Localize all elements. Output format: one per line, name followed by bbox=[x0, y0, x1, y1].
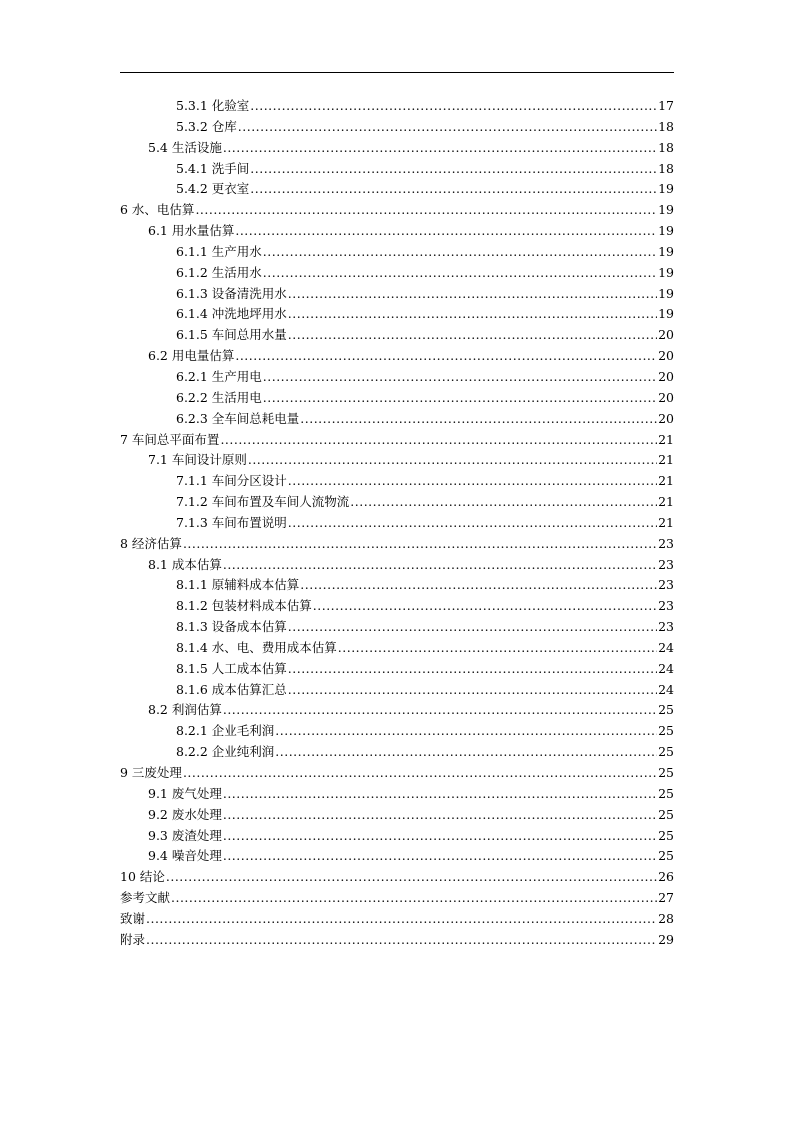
toc-entry[interactable] bbox=[120, 346, 674, 367]
toc-entry-title: 9.4 噪音处理 bbox=[148, 848, 222, 864]
toc-dot-leader bbox=[238, 117, 657, 138]
toc-dot-leader bbox=[223, 700, 657, 721]
toc-dot-leader bbox=[146, 930, 657, 951]
toc-entry[interactable] bbox=[120, 242, 674, 263]
toc-page-number: 25 bbox=[658, 744, 674, 760]
toc-entry[interactable] bbox=[120, 555, 674, 576]
toc-entry-title: 8 经济估算 bbox=[120, 535, 182, 551]
toc-page-number: 25 bbox=[658, 806, 674, 822]
toc-dot-leader bbox=[263, 263, 657, 284]
toc-page-number: 25 bbox=[658, 785, 674, 801]
toc-page-number: 23 bbox=[658, 619, 674, 635]
toc-entry-title: 8.2.1 企业毛利润 bbox=[176, 723, 275, 739]
toc-page-number: 24 bbox=[658, 639, 674, 655]
toc-entry[interactable] bbox=[120, 700, 674, 721]
toc-entry[interactable] bbox=[120, 367, 674, 388]
toc-entry-title: 9 三废处理 bbox=[120, 765, 182, 780]
toc-entry[interactable] bbox=[120, 430, 674, 451]
toc-entry[interactable] bbox=[120, 826, 674, 847]
toc-entry-title: 参考文献 bbox=[120, 890, 171, 906]
toc-entry-title: 9.3 废渣处理 bbox=[148, 827, 222, 843]
toc-entry[interactable] bbox=[120, 513, 674, 534]
toc-entry[interactable] bbox=[120, 930, 674, 951]
toc-dot-leader bbox=[300, 409, 657, 430]
toc-page-number: 19 bbox=[658, 181, 674, 197]
toc-page-number: 18 bbox=[658, 118, 674, 134]
toc-entry-title: 8.1.3 设备成本估算 bbox=[176, 619, 287, 635]
toc-dot-leader bbox=[275, 721, 657, 742]
toc-dot-leader bbox=[288, 284, 657, 305]
toc-entry-title: 5.3.2 仓库 bbox=[176, 118, 237, 134]
toc-entry[interactable] bbox=[120, 96, 674, 117]
toc-entry-title: 5.3.1 化验室 bbox=[176, 98, 250, 113]
toc-page-number: 29 bbox=[658, 931, 674, 947]
toc-page-number: 19 bbox=[658, 285, 674, 301]
toc-page-number: 20 bbox=[658, 368, 674, 384]
toc-entry-title: 6.1.5 车间总用水量 bbox=[176, 327, 287, 343]
toc-page-number: 20 bbox=[658, 327, 674, 343]
toc-dot-leader bbox=[250, 96, 657, 117]
toc-page-number: 23 bbox=[658, 598, 674, 614]
toc-entry-title: 7.1.2 车间布置及车间人流物流 bbox=[176, 494, 350, 510]
toc-entry-title: 6.1 用水量估算 bbox=[148, 223, 235, 239]
toc-entry[interactable] bbox=[120, 221, 674, 242]
toc-dot-leader bbox=[223, 555, 657, 576]
toc-entry-title: 7.1.1 车间分区设计 bbox=[176, 473, 287, 489]
toc-page-number: 26 bbox=[658, 869, 674, 885]
toc-entry-title: 8.1 成本估算 bbox=[148, 556, 222, 572]
toc-entry[interactable] bbox=[120, 409, 674, 430]
toc-dot-leader bbox=[223, 784, 657, 805]
header-rule bbox=[120, 72, 674, 73]
toc-entry[interactable] bbox=[120, 888, 674, 909]
toc-entry-title: 6.1.2 生活用水 bbox=[176, 264, 262, 280]
toc-entry-title: 6.2.3 全车间总耗电量 bbox=[176, 410, 300, 426]
toc-entry-title: 7.1.3 车间布置说明 bbox=[176, 514, 287, 530]
toc-page-number: 24 bbox=[658, 660, 674, 676]
toc-page-number: 23 bbox=[658, 535, 674, 551]
toc-dot-leader bbox=[288, 304, 657, 325]
toc-entry-title: 9.1 废气处理 bbox=[148, 785, 222, 801]
toc-entry[interactable] bbox=[120, 784, 674, 805]
toc-dot-leader bbox=[288, 659, 657, 680]
toc-entry-title: 附录 bbox=[120, 931, 146, 947]
toc-dot-leader bbox=[288, 325, 657, 346]
toc-entry[interactable] bbox=[120, 284, 674, 305]
toc-entry[interactable] bbox=[120, 200, 674, 221]
toc-entry-title: 致谢 bbox=[120, 910, 146, 926]
toc-entry-title: 10 结论 bbox=[120, 869, 165, 885]
toc-entry[interactable] bbox=[120, 179, 674, 200]
toc-page-number: 25 bbox=[658, 723, 674, 739]
toc-dot-leader bbox=[195, 200, 657, 221]
toc-page-number: 18 bbox=[658, 160, 674, 176]
toc-entry[interactable] bbox=[120, 450, 674, 471]
toc-entry[interactable] bbox=[120, 263, 674, 284]
toc-entry-title: 6.2.1 生产用电 bbox=[176, 368, 262, 384]
toc-entry[interactable] bbox=[120, 117, 674, 138]
toc-page-number: 25 bbox=[658, 848, 674, 864]
toc-page-number: 23 bbox=[658, 556, 674, 572]
toc-entry-title: 8.1.5 人工成本估算 bbox=[176, 660, 287, 676]
toc-dot-leader bbox=[288, 617, 657, 638]
toc-entry-title: 6.2 用电量估算 bbox=[148, 348, 235, 364]
toc-page-number: 24 bbox=[658, 681, 674, 697]
toc-dot-leader bbox=[183, 763, 657, 784]
toc-dot-leader bbox=[263, 367, 657, 388]
toc-entry-title: 7 车间总平面布置 bbox=[120, 431, 220, 447]
toc-entry[interactable] bbox=[120, 680, 674, 701]
toc-entry[interactable] bbox=[120, 304, 674, 325]
toc-dot-leader bbox=[313, 596, 657, 617]
toc-page-number: 19 bbox=[658, 264, 674, 280]
toc-dot-leader bbox=[263, 242, 657, 263]
toc-dot-leader bbox=[288, 680, 657, 701]
toc-page-number: 21 bbox=[658, 514, 674, 530]
toc-entry[interactable] bbox=[120, 138, 674, 159]
toc-dot-leader bbox=[223, 846, 657, 867]
toc-page-number: 25 bbox=[658, 702, 674, 718]
toc-dot-leader bbox=[248, 450, 657, 471]
toc-entry[interactable] bbox=[120, 867, 674, 888]
toc-dot-leader bbox=[250, 159, 657, 180]
toc-entry-title: 5.4 生活设施 bbox=[148, 139, 222, 155]
toc-entry[interactable] bbox=[120, 638, 674, 659]
toc-entry-title: 8.1.6 成本估算汇总 bbox=[176, 681, 287, 697]
toc-entry[interactable] bbox=[120, 325, 674, 346]
toc-page-number: 21 bbox=[658, 431, 674, 447]
toc-page-number: 20 bbox=[658, 410, 674, 426]
toc-entry-title: 6.1.3 设备清洗用水 bbox=[176, 285, 287, 301]
toc-page-number: 20 bbox=[658, 348, 674, 364]
toc-entry-title: 8.1.2 包装材料成本估算 bbox=[176, 598, 312, 614]
toc-page-number: 19 bbox=[658, 306, 674, 322]
table-of-contents bbox=[120, 96, 674, 951]
toc-dot-leader bbox=[235, 346, 657, 367]
toc-entry-title: 8.2.2 企业纯利润 bbox=[176, 744, 275, 760]
toc-entry[interactable] bbox=[120, 492, 674, 513]
toc-entry-title: 8.2 利润估算 bbox=[148, 702, 222, 718]
toc-entry[interactable] bbox=[120, 805, 674, 826]
toc-entry[interactable] bbox=[120, 534, 674, 555]
toc-entry-title: 8.1.1 原辅料成本估算 bbox=[176, 577, 300, 593]
toc-entry-title: 5.4.1 洗手间 bbox=[176, 160, 250, 176]
toc-dot-leader bbox=[166, 867, 657, 888]
toc-page-number: 19 bbox=[658, 223, 674, 239]
toc-page-number: 21 bbox=[658, 473, 674, 489]
toc-page-number: 18 bbox=[658, 139, 674, 155]
toc-entry-title: 6.1.4 冲洗地坪用水 bbox=[176, 306, 287, 322]
toc-dot-leader bbox=[288, 471, 657, 492]
toc-entry-title: 9.2 废水处理 bbox=[148, 806, 222, 822]
toc-entry[interactable] bbox=[120, 575, 674, 596]
toc-dot-leader bbox=[338, 638, 657, 659]
toc-entry-title: 6.1.1 生产用水 bbox=[176, 243, 262, 259]
toc-page-number: 21 bbox=[658, 452, 674, 468]
toc-dot-leader bbox=[350, 492, 657, 513]
toc-dot-leader bbox=[223, 805, 657, 826]
toc-entry[interactable] bbox=[120, 721, 674, 742]
toc-entry-title: 6 水、电估算 bbox=[120, 202, 195, 218]
toc-entry[interactable] bbox=[120, 159, 674, 180]
toc-entry-title: 5.4.2 更衣室 bbox=[176, 181, 250, 197]
toc-entry[interactable] bbox=[120, 742, 674, 763]
toc-page-number: 25 bbox=[658, 827, 674, 843]
toc-dot-leader bbox=[250, 179, 657, 200]
toc-entry-title: 6.2.2 生活用电 bbox=[176, 389, 262, 405]
toc-entry[interactable] bbox=[120, 659, 674, 680]
toc-dot-leader bbox=[263, 388, 657, 409]
toc-entry-title: 8.1.4 水、电、费用成本估算 bbox=[176, 639, 337, 655]
toc-dot-leader bbox=[220, 430, 657, 451]
toc-dot-leader bbox=[235, 221, 657, 242]
toc-page-number: 28 bbox=[658, 910, 674, 926]
toc-dot-leader bbox=[223, 826, 657, 847]
toc-entry[interactable] bbox=[120, 617, 674, 638]
toc-entry[interactable] bbox=[120, 846, 674, 867]
toc-page-number: 17 bbox=[658, 98, 674, 113]
toc-entry[interactable] bbox=[120, 471, 674, 492]
toc-page-number: 25 bbox=[658, 765, 674, 780]
toc-page-number: 19 bbox=[658, 202, 674, 218]
toc-dot-leader bbox=[171, 888, 657, 909]
toc-dot-leader bbox=[223, 138, 657, 159]
toc-dot-leader bbox=[275, 742, 657, 763]
toc-page-number: 19 bbox=[658, 243, 674, 259]
toc-entry[interactable] bbox=[120, 596, 674, 617]
toc-entry-title: 7.1 车间设计原则 bbox=[148, 452, 247, 468]
toc-dot-leader bbox=[288, 513, 657, 534]
toc-dot-leader bbox=[146, 909, 657, 930]
toc-entry[interactable] bbox=[120, 388, 674, 409]
toc-page-number: 21 bbox=[658, 494, 674, 510]
toc-page-number: 20 bbox=[658, 389, 674, 405]
toc-page-number: 23 bbox=[658, 577, 674, 593]
toc-dot-leader bbox=[183, 534, 657, 555]
toc-entry[interactable] bbox=[120, 763, 674, 784]
toc-page-number: 27 bbox=[658, 890, 674, 906]
toc-entry[interactable] bbox=[120, 909, 674, 930]
toc-dot-leader bbox=[300, 575, 657, 596]
